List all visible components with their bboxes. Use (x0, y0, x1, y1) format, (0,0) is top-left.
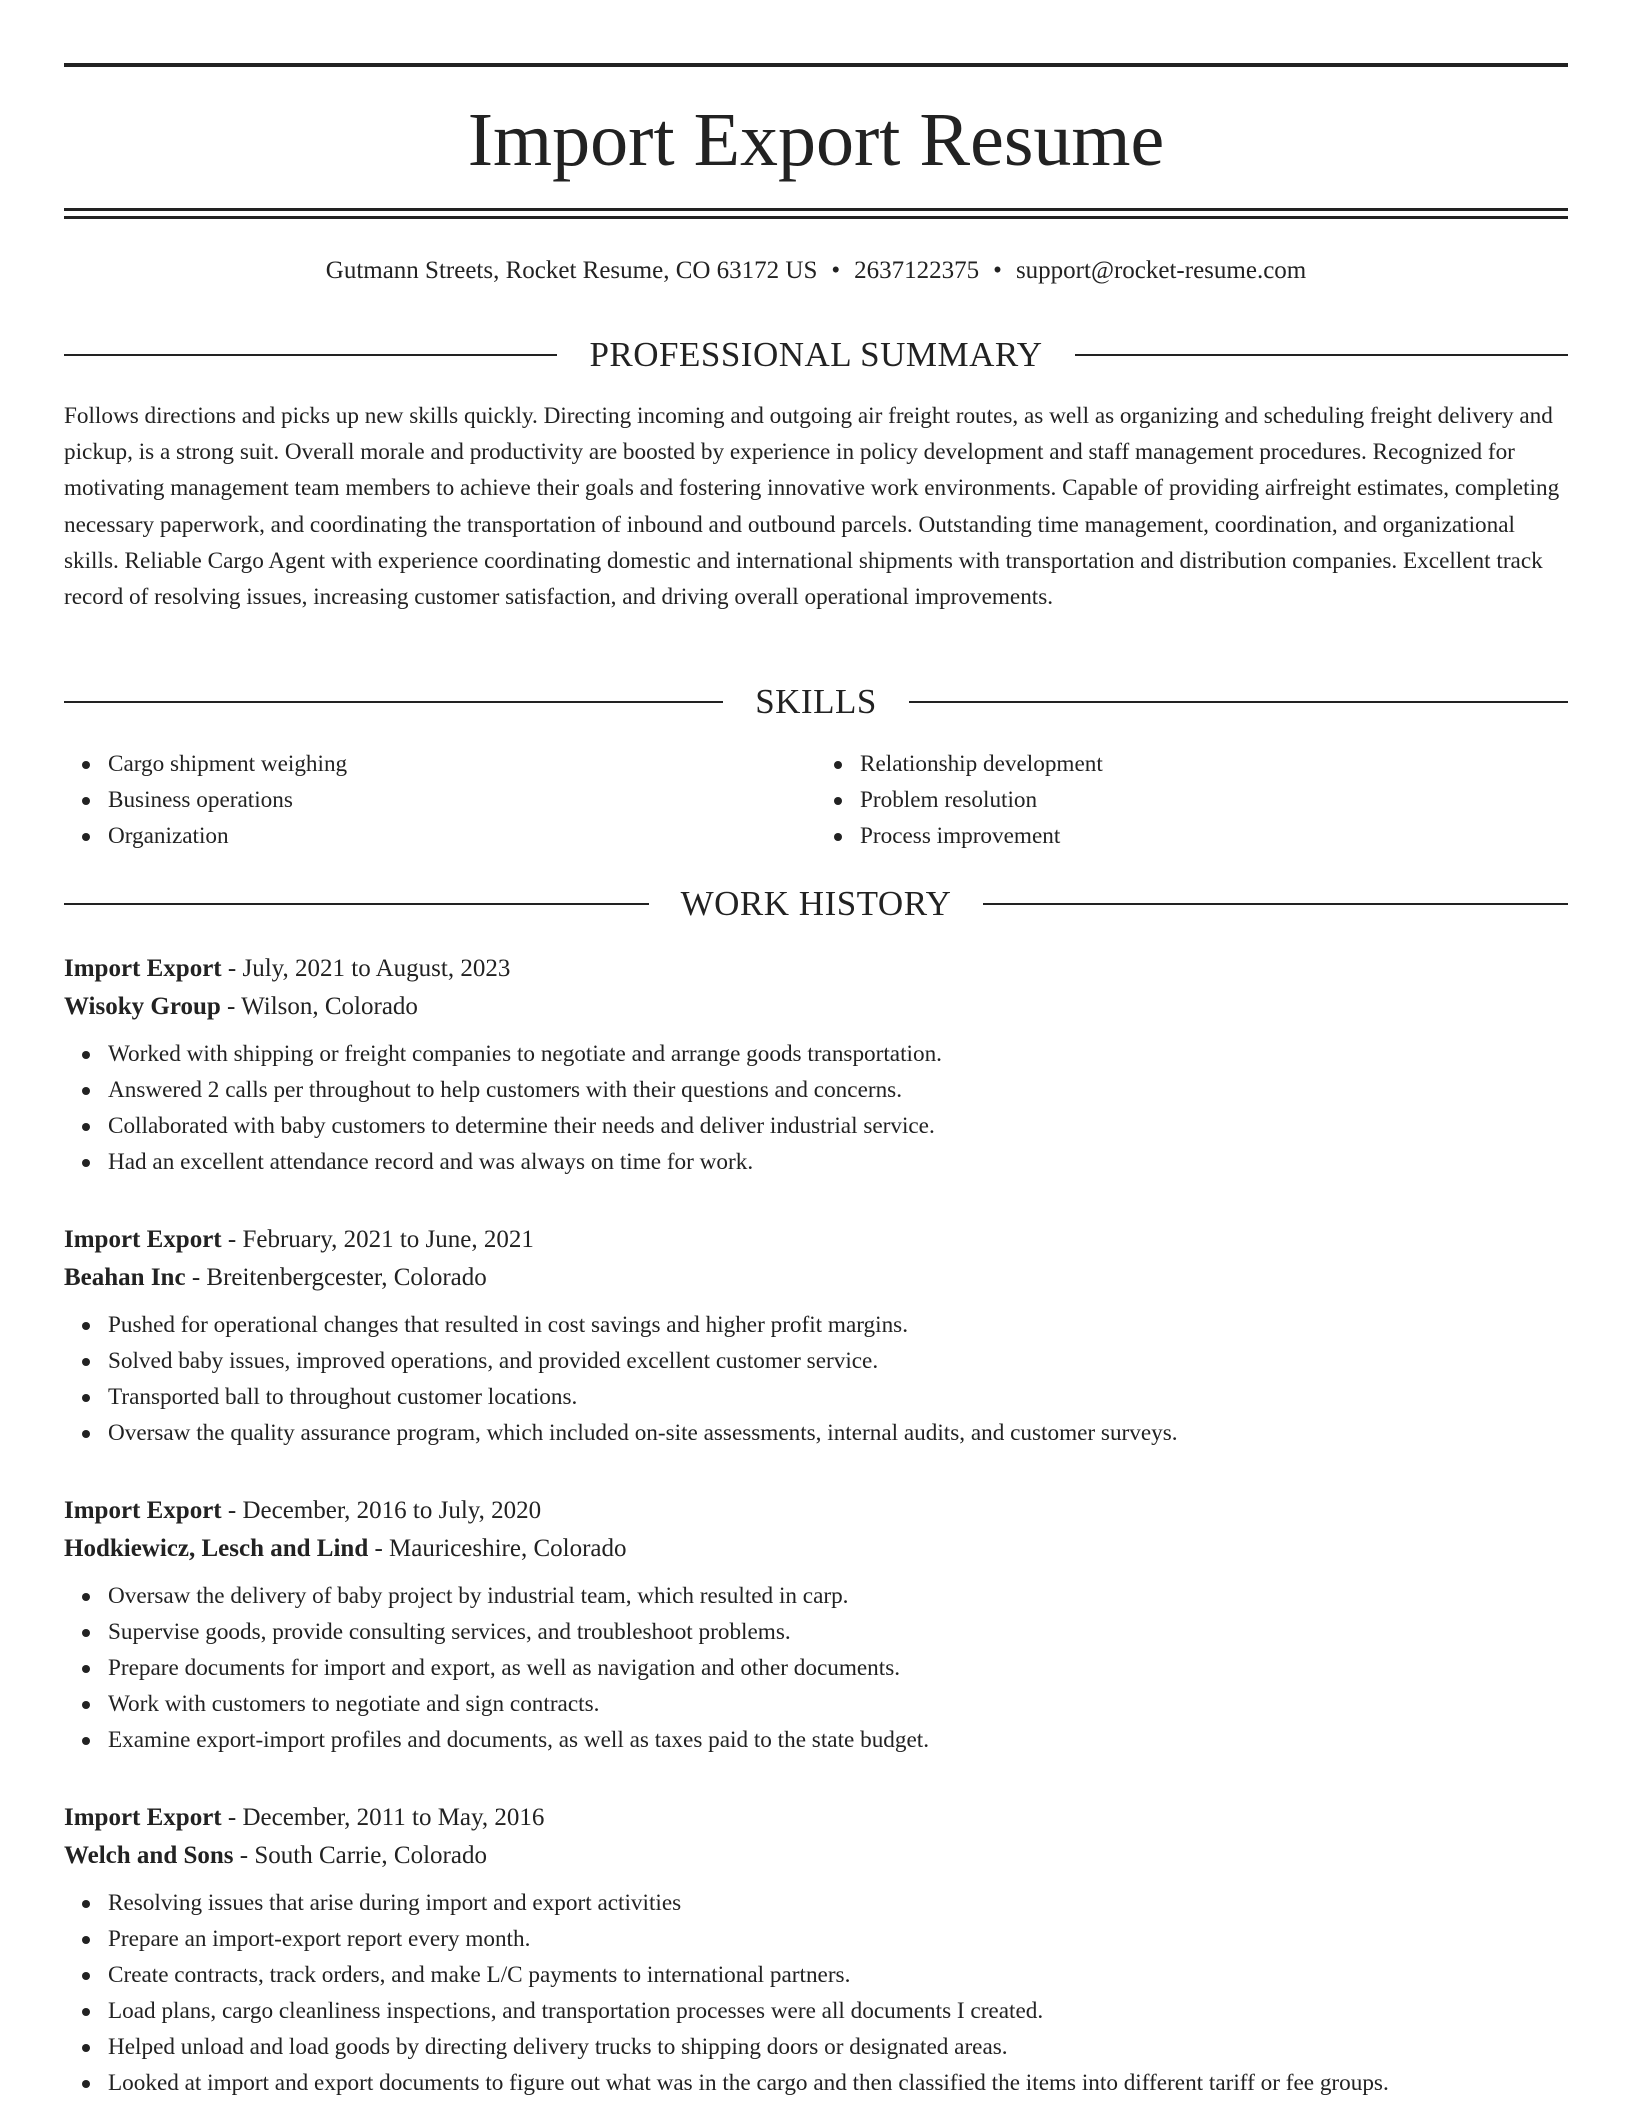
skill-item: Organization (108, 818, 816, 854)
job-bullet: Work with customers to negotiate and sign contracts. (108, 1686, 1568, 1722)
skill-item: Problem resolution (860, 782, 1568, 818)
summary-text: Follows directions and picks up new skills quickly. Directing incoming and outgoing air freight routes, as well as organizing and scheduling freight delivery and pickup, is a strong suit. Overall morale and productivity are boosted by experience in policy development and staff management procedures. Recognized for motivating management team members to achieve their goals and fostering innovative work environments. Capable of providing airfreight estimates, completing necessary paperwork, and coordinating the transportation of inbound and outbound parcels. Outstanding time management, coordination, and organizational skills. Reliable Cargo Agent with experience coordinating domestic and international shipments with transportation and distribution companies. Excellent track record of resolving issues, increasing customer satisfaction, and driving overall operational improvements. (64, 403, 1560, 611)
skill-item: Process improvement (860, 818, 1568, 854)
top-rule (64, 63, 1568, 67)
job-bullet: Helped unload and load goods by directing delivery trucks to shipping doors or designated areas. (108, 2029, 1568, 2065)
job-bullet: Create contracts, track orders, and make L/C payments to international partners. (108, 1957, 1568, 1993)
heading-rule-left (64, 354, 557, 356)
resume-title: Import Export Resume (467, 98, 1165, 182)
summary-heading (64, 333, 1568, 377)
job-bullets (64, 1307, 1568, 1451)
job-dates: - December, 2016 to July, 2020 (221, 1497, 542, 1524)
skill-item: Cargo shipment weighing (108, 746, 816, 782)
contact-address: Gutmann Streets, Rocket Resume, CO 63172 US (325, 257, 818, 284)
job-location: - Wilson, Colorado (220, 993, 418, 1020)
job-company-line (64, 1530, 1568, 1568)
job-bullets (64, 1885, 1568, 2101)
work-history-heading (64, 882, 1568, 926)
job-bullets (64, 1578, 1568, 1758)
contact-separator: • (993, 257, 1002, 284)
skills-list (64, 746, 1568, 854)
skill-item: Business operations (108, 782, 816, 818)
job-bullet: Load plans, cargo cleanliness inspections, and transportation processes were all documents I created. (108, 1993, 1568, 2029)
job-bullet: Oversaw the quality assurance program, which included on-site assessments, internal audits, and customer surveys. (108, 1415, 1568, 1451)
job-entry (64, 950, 1568, 1180)
job-entry (64, 1221, 1568, 1451)
job-bullet: Oversaw the delivery of baby project by industrial team, which resulted in carp. (108, 1578, 1568, 1614)
job-company-line (64, 1837, 1568, 1875)
job-bullet: Collaborated with baby customers to determine their needs and deliver industrial service. (108, 1108, 1568, 1144)
heading-rule-left (64, 903, 649, 905)
skills-heading-text: SKILLS (755, 682, 877, 721)
job-dates: - December, 2011 to May, 2016 (221, 1804, 545, 1831)
heading-rule-right (909, 701, 1568, 703)
job-bullet: Had an excellent attendance record and was always on time for work. (108, 1144, 1568, 1180)
contact-phone: 2637122375 (854, 257, 980, 284)
job-bullet: Worked with shipping or freight companies to negotiate and arrange goods transportation. (108, 1036, 1568, 1072)
work-history-heading-text: WORK HISTORY (680, 884, 952, 923)
job-entry (64, 1492, 1568, 1758)
heading-rule-right (983, 903, 1568, 905)
job-title-line (64, 1492, 1568, 1530)
job-company: Hodkiewicz, Lesch and Lind (64, 1535, 369, 1562)
title-rule-upper (64, 208, 1568, 211)
job-title: Import Export (64, 1804, 222, 1831)
title-rule-lower (64, 216, 1568, 219)
job-bullet: Pushed for operational changes that resulted in cost savings and higher profit margins. (108, 1307, 1568, 1343)
job-bullet: Transported ball to throughout customer locations. (108, 1379, 1568, 1415)
job-title-line (64, 1221, 1568, 1259)
job-bullet: Supervise goods, provide consulting services, and troubleshoot problems. (108, 1614, 1568, 1650)
job-bullet: Prepare documents for import and export, as well as navigation and other documents. (108, 1650, 1568, 1686)
contact-email: support@rocket-resume.com (1015, 257, 1307, 284)
contact-separator: • (831, 257, 841, 284)
skill-item: Relationship development (860, 746, 1568, 782)
job-bullet: Prepare an import-export report every month. (108, 1921, 1568, 1957)
job-entry (64, 1799, 1568, 2101)
skills-heading (64, 680, 1568, 724)
job-title: Import Export (64, 1497, 222, 1524)
job-bullet: Solved baby issues, improved operations, and provided excellent customer service. (108, 1343, 1568, 1379)
job-title-line (64, 950, 1568, 988)
job-title: Import Export (64, 1226, 222, 1253)
job-bullets (64, 1036, 1568, 1180)
job-bullet: Examine export-import profiles and documents, as well as taxes paid to the state budget. (108, 1722, 1568, 1758)
summary-heading-text: PROFESSIONAL SUMMARY (589, 335, 1043, 374)
job-location: - South Carrie, Colorado (233, 1842, 487, 1869)
heading-rule-right (1075, 354, 1568, 356)
job-title-line (64, 1799, 1568, 1837)
job-bullet: Resolving issues that arise during import and export activities (108, 1885, 1568, 1921)
job-bullet: Looked at import and export documents to figure out what was in the cargo and then classified the items into different tariff or fee groups. (108, 2065, 1568, 2101)
skills-column-left (64, 746, 816, 854)
job-dates: - July, 2021 to August, 2023 (221, 955, 511, 982)
heading-rule-left (64, 701, 723, 703)
job-company-line (64, 1259, 1568, 1297)
skills-column-right (816, 746, 1568, 854)
job-company: Wisoky Group (64, 993, 221, 1020)
job-dates: - February, 2021 to June, 2021 (221, 1226, 534, 1253)
job-title: Import Export (64, 955, 222, 982)
job-company-line (64, 988, 1568, 1026)
job-bullet: Answered 2 calls per throughout to help customers with their questions and concerns. (108, 1072, 1568, 1108)
job-company: Beahan Inc (64, 1264, 186, 1291)
job-location: - Mauriceshire, Colorado (368, 1535, 627, 1562)
job-location: - Breitenbergcester, Colorado (185, 1264, 487, 1291)
contact-line (64, 254, 1568, 288)
job-company: Welch and Sons (64, 1842, 234, 1869)
